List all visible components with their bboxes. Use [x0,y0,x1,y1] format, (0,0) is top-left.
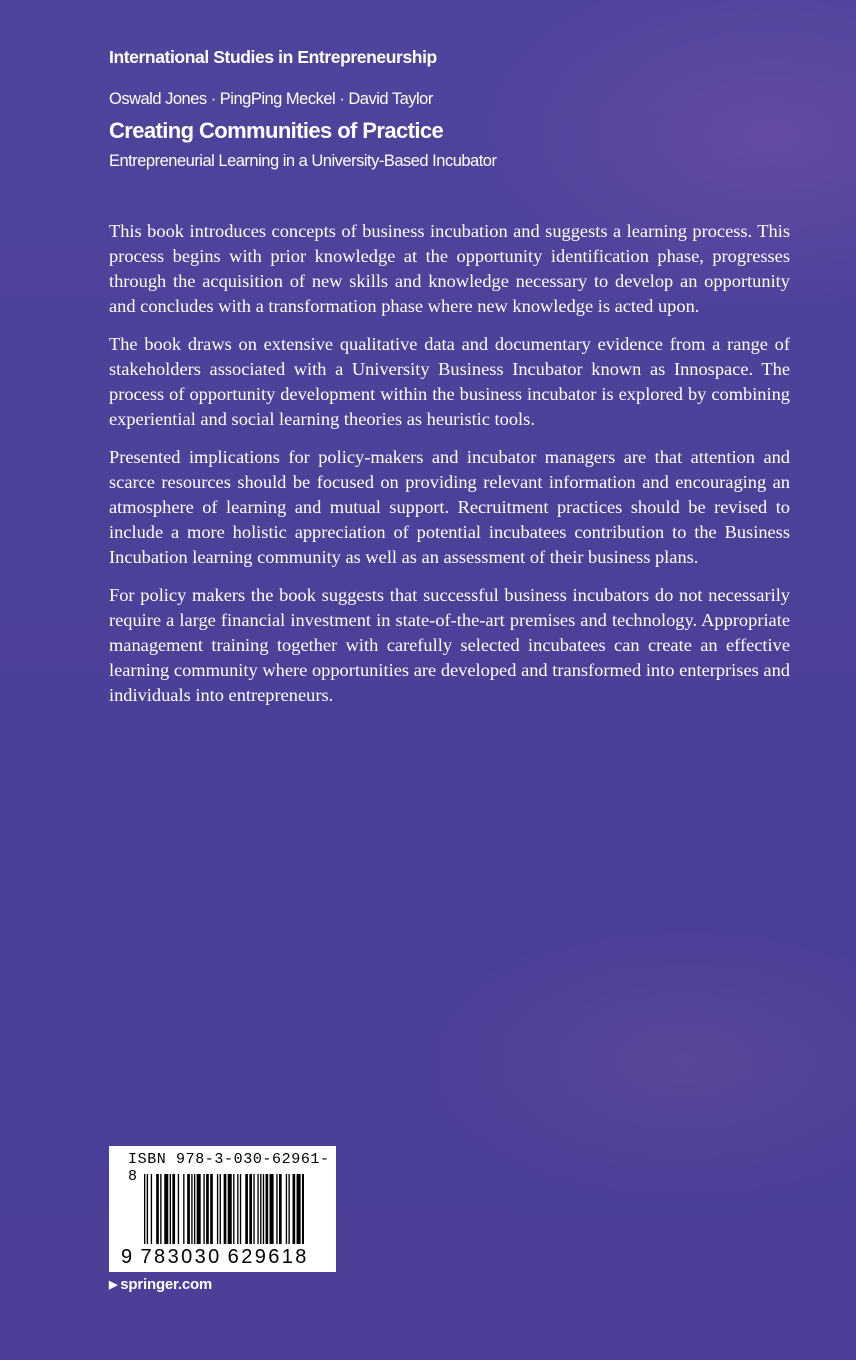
barcode-bar [156,1174,159,1244]
barcode-bar [257,1174,258,1244]
barcode-bar [144,1174,145,1244]
barcode-bar [302,1174,304,1244]
blurb-paragraph: The book draws on extensive qualitative data and documentary evidence from a range of stakeholders associated with a University Business Incubator known as Innospace. The process of opportunity development within the business incubator is explored by combining experiential and social learning theories as heuristic tools. [109,334,790,429]
publisher-link-text[interactable]: springer.com [120,1276,213,1293]
barcode-digits-right: 629618 [227,1246,309,1268]
blurb-paragraph: For policy makers the book suggests that successful business incubators do not necessarily require a large financial investment in state-of-the-art premises and technology. Appropriate management training together with carefully selected incubatees can create an effective learning community where opportunities are developed and transformed into enterprises and individuals into entrepreneurs. [109,585,790,705]
barcode-bar [160,1174,161,1244]
barcode-bar [237,1174,238,1244]
barcode-bar [194,1174,195,1244]
barcode-bar [147,1174,148,1244]
barcode-bar [197,1174,201,1244]
barcode-bar [260,1174,261,1244]
barcode-bar [286,1174,287,1244]
barcode-bar [178,1174,179,1244]
barcode-bar [206,1174,209,1244]
barcode-bar [276,1174,277,1244]
barcode-digits [121,1246,309,1269]
blurb [109,219,790,721]
barcode-bar [228,1174,232,1244]
publisher-link[interactable] [109,1276,212,1293]
barcode-bar [210,1174,213,1244]
barcode-bar [170,1174,171,1244]
barcode-bar [164,1174,168,1244]
isbn-barcode [109,1146,336,1272]
barcode-bar [217,1174,218,1244]
barcode-bar [203,1174,204,1244]
book-subtitle: Entrepreneurial Learning in a University-Based Incubator [109,152,497,170]
book-title: Creating Communities of Practice [109,118,444,143]
barcode-bar [224,1174,227,1244]
blurb-paragraph: Presented implications for policy-makers and incubator managers are that attention and scarce resources should be focused on providing relevant information and encouraging an atmosphere of learning and mutual support. Recruitment practices should be revised to include a more holistic appreciation of potential incubatees contribution to the Business Incubation learning community as well as an assessment of their business plans. [109,447,790,567]
barcode-bar [220,1174,221,1244]
barcode-bar [233,1174,234,1244]
barcode-bar [172,1174,175,1244]
play-arrow-icon: ▶ [109,1279,118,1291]
barcode-bar [266,1174,269,1244]
barcode-bar [297,1174,301,1244]
barcode-bar [293,1174,296,1244]
barcode-bar [288,1174,289,1244]
barcode-bar [253,1174,254,1244]
isbn-label: ISBN 978-3-030-62961-8 [128,1151,330,1185]
series-title: International Studies in Entrepreneurship [109,47,437,67]
barcode-bar [249,1174,252,1244]
barcode-bar [187,1174,190,1244]
barcode-bar [151,1174,152,1244]
barcode-bars [144,1174,304,1250]
blurb-paragraph: This book introduces concepts of business incubation and suggests a learning process. This process begins with prior knowledge at the opportunity identification phase, progresses through the acquisition of new skills and knowledge necessary to develop an opportunity and concludes with a transformation phase where new knowledge is acted upon. [109,221,790,316]
authors: Oswald Jones · PingPing Meckel · David Taylor [109,90,433,108]
barcode-bar [245,1174,248,1244]
barcode-bar [191,1174,192,1244]
barcode-bar [183,1174,184,1244]
barcode-bar [270,1174,274,1244]
barcode-digit-first: 9 [121,1246,135,1268]
barcode-bar [240,1174,241,1244]
barcode-bar [263,1174,264,1244]
barcode-digits-left: 783030 [140,1246,222,1268]
barcode-bar [279,1174,282,1244]
